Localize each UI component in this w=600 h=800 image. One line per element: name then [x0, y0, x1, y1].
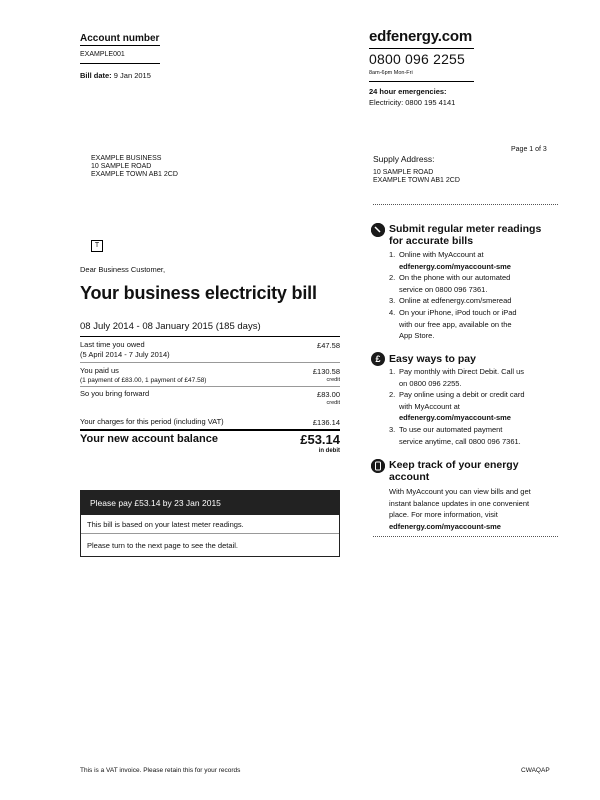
emergency-line: Electricity: 0800 195 4141 — [369, 98, 456, 107]
charges-value: £136.14 — [312, 418, 340, 427]
payment-due-heading: Please pay £53.14 by 23 Jan 2015 — [81, 491, 339, 515]
balance-value: £53.14 — [300, 432, 340, 447]
item-text: Online with MyAccount at — [399, 250, 484, 259]
payment-due-box — [80, 490, 340, 557]
balance-label: Your new account balance — [80, 433, 218, 445]
supply-address-label: Supply Address: — [373, 154, 435, 164]
divider — [81, 533, 339, 534]
item-number: 3. — [389, 424, 396, 434]
item-number: 2. — [389, 273, 396, 283]
list-item — [389, 272, 569, 295]
amount: £83.00 — [317, 390, 340, 399]
section-title-line: account — [389, 471, 430, 483]
paid-row — [80, 366, 206, 386]
body-line: instant balance updates in one convenient — [389, 498, 530, 508]
item-link[interactable]: edfenergy.com/myaccount-sme — [399, 413, 511, 423]
balance-note: in debit — [318, 448, 340, 454]
item-text: on 0800 096 2255. — [399, 378, 462, 388]
track-body — [389, 486, 569, 532]
divider — [80, 362, 340, 363]
address-line: 10 SAMPLE ROAD — [91, 163, 152, 170]
divider — [369, 48, 474, 49]
item-number: 3. — [389, 296, 396, 306]
item-number: 1. — [389, 250, 396, 259]
dotted-divider — [373, 536, 558, 537]
phone-hours: 8am-6pm Mon-Fri — [369, 70, 413, 76]
section-title-line: for accurate bills — [389, 235, 474, 247]
amount: £130.58 — [312, 367, 340, 376]
dotted-divider — [373, 204, 558, 205]
row-label: You paid us — [80, 366, 119, 375]
t-marker-box: T — [91, 240, 103, 252]
billing-period: 08 July 2014 - 08 January 2015 (185 days) — [80, 321, 261, 332]
amount-note: credit — [326, 400, 340, 406]
section-title — [389, 459, 569, 483]
body-line: place. For more information, visit — [389, 510, 498, 520]
item-text: On the phone with our automated — [399, 273, 511, 283]
address-line: EXAMPLE TOWN AB1 2CD — [91, 171, 178, 178]
item-number: 4. — [389, 307, 396, 317]
pay-options-list — [389, 366, 569, 447]
meter-icon — [371, 223, 385, 237]
row-sublabel: (5 April 2014 - 7 July 2014) — [80, 350, 170, 359]
item-text: with MyAccount at — [399, 401, 460, 411]
last-time-owed-row — [80, 340, 170, 360]
last-time-owed-value: £47.58 — [317, 341, 340, 350]
list-item — [389, 295, 569, 307]
list-item — [389, 389, 569, 424]
greeting: Dear Business Customer, — [80, 265, 166, 274]
forward-value — [317, 390, 340, 408]
divider — [80, 45, 160, 46]
brand-website[interactable]: edfenergy.com — [369, 28, 472, 45]
item-text: On your iPhone, iPod touch or iPad — [399, 307, 517, 317]
forward-row — [80, 389, 149, 399]
divider — [80, 386, 340, 387]
body-line: With MyAccount you can view bills and get — [389, 487, 531, 496]
payment-note: Please turn to the next page to see the detail. — [87, 541, 238, 550]
emergency-label: 24 hour emergencies: — [369, 87, 447, 96]
page-number: Page 1 of 3 — [511, 146, 547, 153]
account-number: EXAMPLE001 — [80, 51, 125, 58]
row-sublabel: (1 payment of £83.00, 1 payment of £47.58) — [80, 377, 207, 384]
section-title — [389, 223, 569, 247]
item-text: To use our automated payment — [399, 424, 503, 434]
divider — [80, 63, 160, 64]
item-link[interactable]: edfenergy.com/myaccount-sme — [399, 261, 511, 271]
recipient-address — [91, 155, 178, 179]
section-title: Easy ways to pay — [389, 353, 476, 365]
item-text: Pay monthly with Direct Debit. Call us — [399, 367, 525, 376]
phone-icon — [371, 459, 385, 473]
page-title: Your business electricity bill — [80, 283, 317, 303]
list-item — [389, 249, 569, 272]
row-label: So you bring forward — [80, 389, 150, 398]
item-text: service on 0800 096 7361. — [399, 284, 488, 294]
divider — [80, 429, 340, 431]
charges-row — [80, 417, 224, 427]
supply-address — [373, 169, 460, 185]
bill-date-value: 9 Jan 2015 — [113, 71, 151, 80]
account-number-label: Account number — [80, 33, 160, 44]
payment-note: This bill is based on your latest meter readings. — [87, 520, 244, 529]
item-text: App Store. — [399, 331, 435, 341]
list-item — [389, 307, 569, 342]
divider — [80, 336, 340, 337]
item-number: 2. — [389, 390, 396, 400]
row-label: Last time you owed — [80, 340, 145, 349]
footer-vat-note: This is a VAT invoice. Please retain this for your records — [80, 767, 241, 774]
section-title-line: Submit regular meter readings — [389, 223, 542, 235]
body-link[interactable]: edfenergy.com/myaccount-sme — [389, 521, 501, 531]
meter-options-list — [389, 249, 569, 342]
list-item — [389, 424, 569, 447]
item-text: Online at edfenergy.com/smeread — [399, 296, 512, 306]
bill-date-label: Bill date: — [80, 71, 112, 80]
address-line: EXAMPLE TOWN AB1 2CD — [373, 177, 460, 184]
customer-phone: 0800 096 2255 — [369, 51, 466, 67]
address-line: 10 SAMPLE ROAD — [373, 169, 434, 176]
amount-note: credit — [326, 377, 340, 383]
section-title-line: Keep track of your energy — [389, 459, 519, 471]
paid-value — [313, 367, 340, 385]
item-text: Pay online using a debit or credit card — [399, 390, 525, 400]
bill-date — [80, 71, 151, 80]
list-item — [389, 366, 569, 389]
address-line: EXAMPLE BUSINESS — [91, 155, 162, 162]
item-text: service anytime, call 0800 096 7361. — [399, 436, 521, 446]
pound-icon: £ — [371, 352, 385, 366]
item-number: 1. — [389, 367, 396, 376]
footer-code: CWAQAP — [521, 767, 550, 774]
item-text: with our free app, available on the — [399, 319, 512, 329]
divider — [369, 81, 474, 82]
row-label: Your charges for this period (including VAT) — [80, 417, 224, 426]
